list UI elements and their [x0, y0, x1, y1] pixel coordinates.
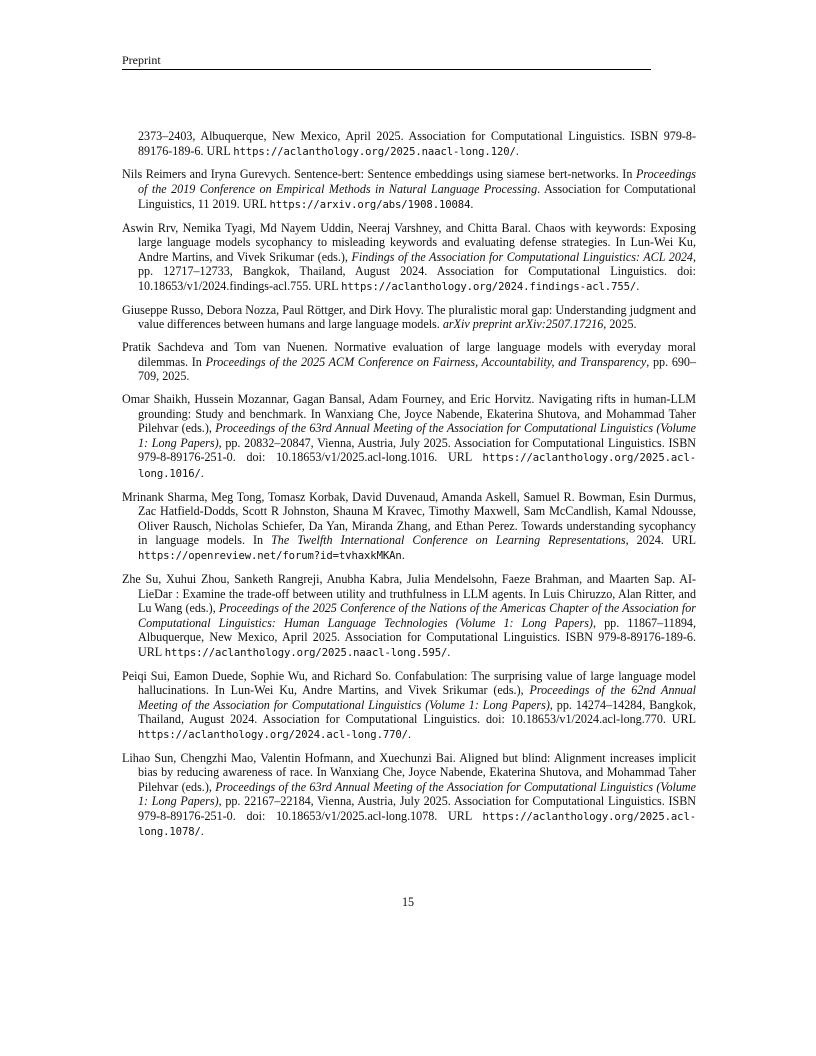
reference-text: Omar Shaikh, Hussein Mozannar, Gagan Bansal, Adam Fourney, and Eric Horvitz. Navigating rifts in human-LLM grounding: Study and benchmark. In Wanxiang Che, Joyce Nabende, Ekaterina Shutova, and Mohammad Taher Pilehvar (eds.),: [122, 392, 696, 436]
reference-venue: Proceedings of the 63rd Annual Meeting of the Association for Computational Linguistics (Volume 1: Long Papers): [138, 779, 697, 809]
reference-text: , pp. 690–709, 2025.: [138, 354, 697, 384]
reference-entry: [122, 167, 696, 212]
reference-list: [122, 129, 696, 848]
reference-text: , pp. 22167–22184, Vienna, Austria, July 2025. Association for Computational Linguistics. ISBN 979-8-89176-251-0. doi: 10.18653/v1/2025.acl-long.1078. URL: [138, 794, 697, 823]
reference-text: , pp. 14274–14284, Bangkok, Thailand, August 2024. Association for Computational Linguistics. doi: 10.18653/v1/2024.acl-long.770. URL: [138, 697, 696, 727]
reference-venue: The Twelfth International Conference on Learning Representations: [271, 533, 626, 548]
reference-url-link[interactable]: https://aclanthology.org/2025.naacl-long.595/: [164, 646, 448, 659]
reference-text: , 2025.: [603, 317, 637, 332]
reference-entry: [122, 490, 696, 564]
reference-url-link[interactable]: https://aclanthology.org/2024.findings-acl.755/: [341, 280, 637, 293]
reference-venue: Proceedings of the 62nd Annual Meeting of the Association for Computational Linguistics (Volume 1: Long Papers): [138, 683, 696, 712]
reference-url-link[interactable]: https://arxiv.org/abs/1908.10084: [269, 198, 471, 211]
reference-text: , pp. 20832–20847, Vienna, Austria, July 2025. Association for Computational Linguistics. ISBN 979-8-89176-251-0. doi: 10.18653/v1/2025.acl-long.1016. URL: [138, 435, 697, 465]
reference-text: .: [200, 465, 204, 480]
reference-text: 2373–2403, Albuquerque, New Mexico, April 2025. Association for Computational Linguistics. ISBN 979-8-89176-189-6. URL: [138, 129, 696, 158]
reference-venue: Proceedings of the 2019 Conference on Empirical Methods in Natural Language Processing: [138, 167, 696, 197]
header-title: Preprint: [122, 53, 161, 67]
reference-text: Giuseppe Russo, Debora Nozza, Paul Röttger, and Dirk Hovy. The pluralistic moral gap: Understanding judgment and value differences between humans and large language models.: [122, 302, 696, 332]
reference-entry: [122, 751, 696, 840]
reference-url-link[interactable]: https://openreview.net/forum?id=tvhaxkMKAn: [138, 550, 402, 563]
reference-text: .: [200, 824, 204, 839]
running-header: [122, 53, 651, 70]
reference-text: Mrinank Sharma, Meg Tong, Tomasz Korbak, David Duvenaud, Amanda Askell, Samuel R. Bowman, Esin Durmus, Zac Hatfield-Dodds, Scott R Johnston, Shauna M Kravec, Timothy Maxwell, Sam McCandlish, Kamal Ndousse, Oliver Rausch, Nicholas Schiefer, Da Yan, Miranda Zhang, and Ethan Perez. Towards understanding sycophancy in language models. In: [122, 489, 696, 548]
reference-url-link[interactable]: https://aclanthology.org/2025.naacl-long.120/: [233, 145, 516, 158]
reference-venue: Proceedings of the 2025 ACM Conference on Fairness, Accountability, and Transparency: [205, 354, 647, 369]
reference-text: .: [447, 644, 451, 659]
reference-entry: [122, 669, 696, 743]
reference-text: , pp. 11867–11894, Albuquerque, New Mexico, April 2025. Association for Computational Linguistics. ISBN 979-8-89176-189-6. URL: [138, 615, 696, 659]
reference-venue: arXiv preprint arXiv:2507.17216: [442, 317, 604, 332]
reference-venue: Findings of the Association for Computational Linguistics: ACL 2024: [351, 249, 693, 264]
reference-url-link[interactable]: https://aclanthology.org/2024.acl-long.770/: [138, 728, 408, 741]
page-number: 15: [401, 895, 415, 909]
reference-entry: [122, 303, 696, 332]
reference-entry: [122, 572, 696, 660]
reference-text: .: [401, 548, 405, 563]
reference-entry: [122, 392, 696, 481]
reference-url-link[interactable]: https://aclanthology.org/2025.acl-long.1016/: [138, 452, 696, 480]
reference-venue: Proceedings of the 63rd Annual Meeting of the Association for Computational Linguistics (Volume 1: Long Papers): [138, 421, 697, 450]
reference-entry: [122, 129, 696, 159]
reference-text: Aswin Rrv, Nemika Tyagi, Md Nayem Uddin, Neeraj Varshney, and Chitta Baral. Chaos with keywords: Exposing large language models sycophancy to misleading keywords and evaluating defense strategies. In Lun-Wei Ku, Andre Martins, and Vivek Srikumar (eds.),: [122, 220, 696, 264]
reference-text: Peiqi Sui, Eamon Duede, Sophie Wu, and Richard So. Confabulation: The surprising value of large language model hallucinations. In Lun-Wei Ku, Andre Martins, and Vivek Srikumar (eds.),: [122, 668, 696, 698]
reference-text: .: [407, 726, 411, 741]
reference-url-link[interactable]: https://aclanthology.org/2025.acl-long.1078/: [138, 810, 696, 839]
reference-text: , 2024. URL: [625, 533, 696, 548]
reference-text: Pratik Sachdeva and Tom van Nuenen. Normative evaluation of large language models with everyday moral dilemmas. In: [122, 340, 696, 369]
reference-text: .: [636, 278, 640, 293]
reference-text: .: [515, 143, 519, 158]
reference-text: , pp. 12717–12733, Bangkok, Thailand, August 2024. Association for Computational Linguistics. doi: 10.18653/v1/2024.findings-acl.755. URL: [138, 249, 696, 293]
reference-text: Nils Reimers and Iryna Gurevych. Sentence-bert: Sentence embeddings using siamese bert-networks. In: [122, 167, 636, 182]
reference-text: Lihao Sun, Chengzhi Mao, Valentin Hofmann, and Xuechunzi Bai. Aligned but blind: Alignment increases implicit bias by reducing awareness of race. In Wanxiang Che, Joyce Nabende, Ekaterina Shutova, and Mohammad Taher Pilehvar (eds.),: [122, 750, 696, 794]
reference-entry: [122, 340, 696, 384]
reference-entry: [122, 221, 696, 295]
reference-text: . Association for Computational Linguistics, 11 2019. URL: [138, 182, 696, 211]
reference-text: Zhe Su, Xuhui Zhou, Sanketh Rangreji, Anubha Kabra, Julia Mendelsohn, Faeze Brahman, and Maarten Sap. AI-LieDar : Examine the trade-off between utility and truthfulness in LLM agents. In Luis Chiruzzo, Alan Ritter, and Lu Wang (eds.),: [122, 571, 696, 616]
reference-text: .: [470, 196, 474, 211]
reference-venue: Proceedings of the 2025 Conference of the Nations of the Americas Chapter of the Association for Computational Linguistics: Human Language Technologies (Volume 1: Long Papers): [138, 601, 696, 630]
